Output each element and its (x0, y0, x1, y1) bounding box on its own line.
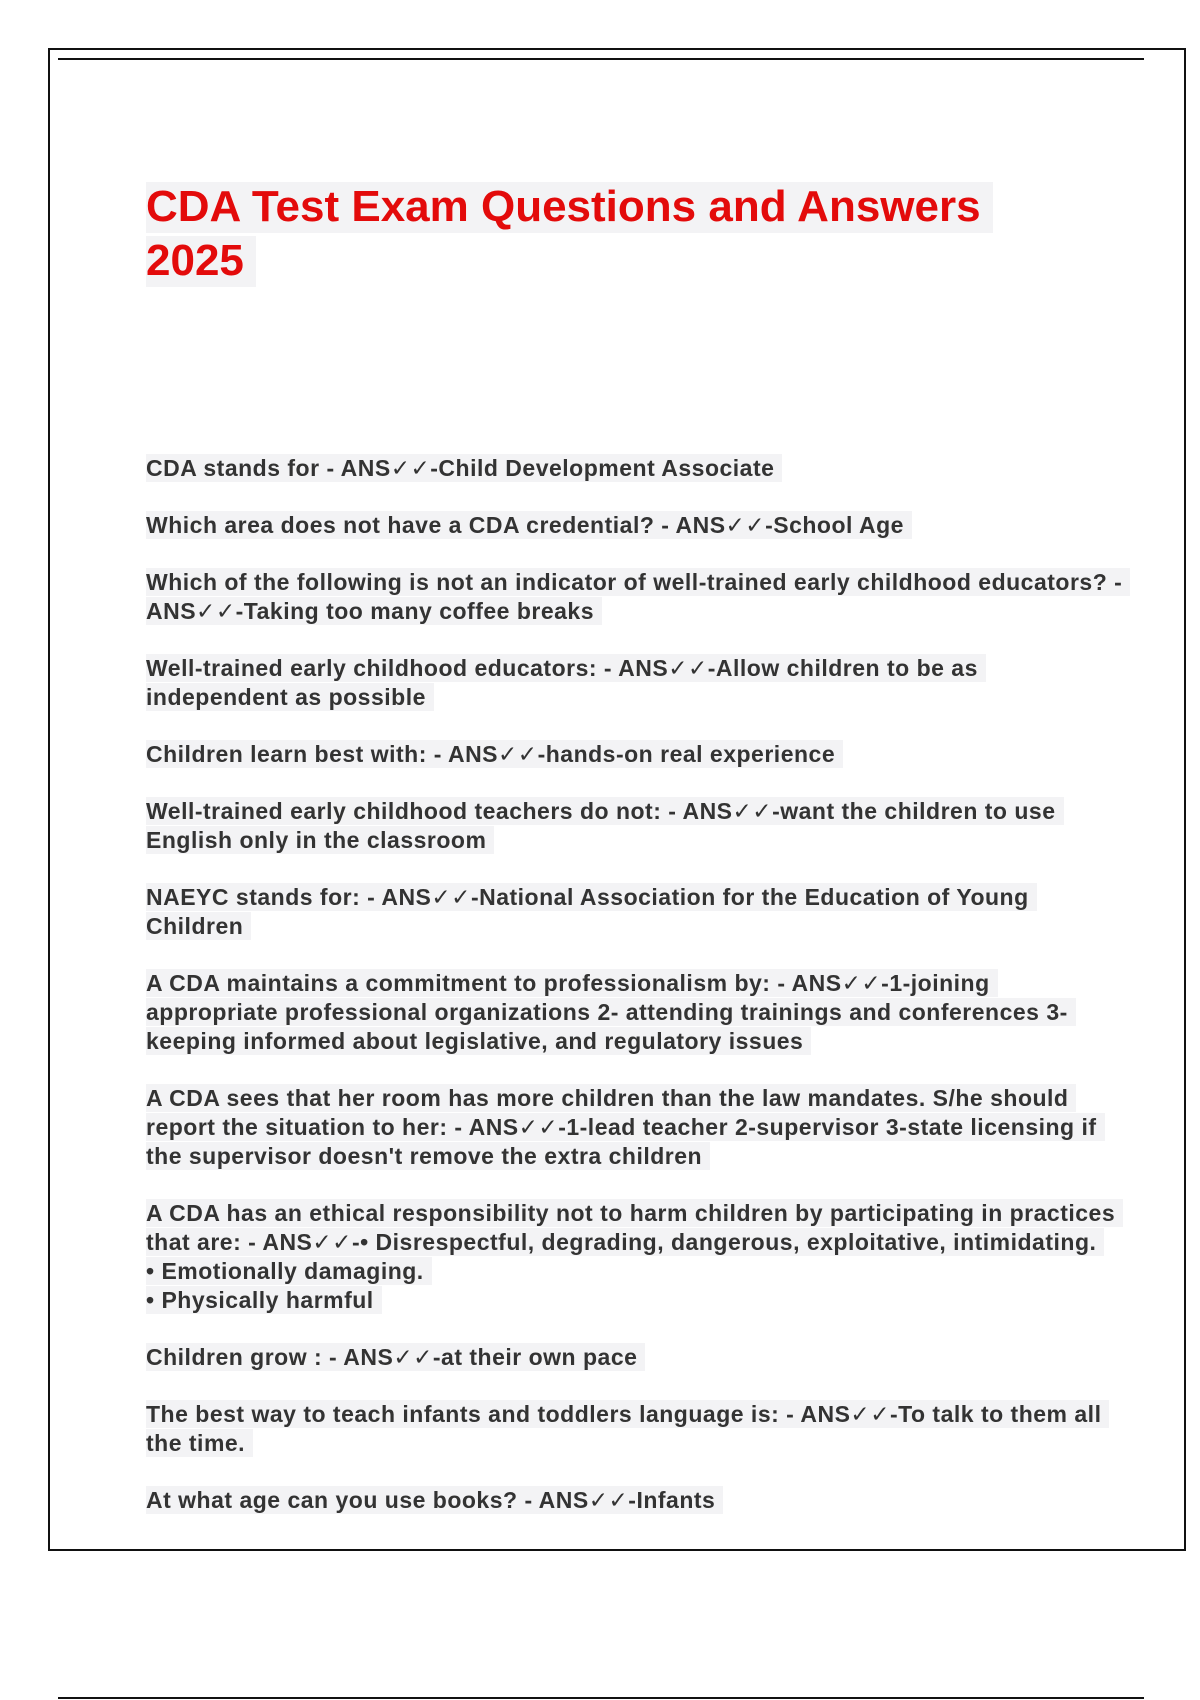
question-text: Children learn best with: (146, 741, 427, 767)
question-text: A CDA sees that her room has more children than the law mandates. S/he should report the situation to her: (146, 1085, 1069, 1140)
answer-text: Child Development Associate (438, 455, 775, 481)
answer-text: National Association for the Education of Young Children (146, 884, 1029, 939)
qa-item (146, 654, 1126, 712)
answer-marker: - ANS✓✓- (779, 1401, 899, 1427)
qa-item (146, 454, 1126, 483)
qa-item (146, 1084, 1126, 1171)
answer-marker: - ANS✓✓- (597, 655, 716, 681)
question-text: Children grow : (146, 1344, 323, 1370)
answer-marker: - ANS✓✓- (654, 512, 774, 538)
answer-marker: - ANS✓✓- (241, 1229, 361, 1255)
qa-highlight (146, 511, 912, 539)
qa-highlight (146, 1486, 723, 1514)
answer-text: To talk to them all the time. (146, 1401, 1102, 1456)
answer-text: hands-on real experience (545, 741, 836, 767)
qa-highlight (146, 1343, 645, 1371)
qa-item (146, 511, 1126, 540)
question-text: Well-trained early childhood teachers do not: (146, 798, 662, 824)
qa-highlight (146, 1400, 1109, 1457)
qa-item (146, 797, 1126, 855)
title-line-2: 2025 (146, 236, 256, 287)
qa-highlight (146, 883, 1037, 940)
qa-item (146, 1400, 1126, 1458)
answer-marker: - ANS✓✓- (319, 455, 439, 481)
question-text: Which of the following is not an indicator of well-trained early childhood educators? (146, 569, 1108, 595)
qa-item (146, 1486, 1126, 1515)
answer-bullet-text: • Emotionally damaging. (146, 1257, 432, 1285)
answer-marker: - ANS✓✓- (661, 798, 781, 824)
question-text: Well-trained early childhood educators: (146, 655, 598, 681)
qa-highlight (146, 740, 843, 768)
document-title (146, 180, 1086, 288)
answer-text: want the children to use English only in the classroom (146, 798, 1056, 853)
answer-text: 1-joining appropriate professional organizations 2- attending trainings and conferences 3-keeping informed about legislative, and regulatory issues (146, 970, 1068, 1054)
qa-item (146, 568, 1126, 626)
qa-list (146, 454, 1126, 1543)
answer-marker: - ANS✓✓- (426, 741, 546, 767)
question-text: NAEYC stands for: (146, 884, 361, 910)
qa-item (146, 969, 1126, 1056)
qa-highlight (146, 1084, 1105, 1170)
question-text: Which area does not have a CDA credential? (146, 512, 655, 538)
top-rule (58, 58, 1144, 60)
question-text: CDA stands for (146, 455, 320, 481)
bottom-rule (58, 1697, 1144, 1699)
qa-item (146, 740, 1126, 769)
qa-highlight (146, 654, 986, 711)
qa-item (146, 883, 1126, 941)
answer-bullet (146, 1286, 1126, 1315)
question-text: A CDA maintains a commitment to professionalism by: (146, 970, 771, 996)
answer-marker: - ANS✓✓- (146, 569, 1123, 624)
qa-item (146, 1199, 1126, 1315)
qa-highlight (146, 454, 782, 482)
qa-highlight (146, 797, 1064, 854)
answer-text: Allow children to be as independent as possible (146, 655, 978, 710)
qa-highlight (146, 1199, 1123, 1256)
answer-bullet-text: • Physically harmful (146, 1286, 382, 1314)
answer-bullet-list (146, 1257, 1126, 1315)
answer-text: Taking too many coffee breaks (243, 598, 594, 624)
answer-text: School Age (773, 512, 904, 538)
answer-text: • Disrespectful, degrading, dangerous, exploitative, intimidating. (360, 1229, 1097, 1255)
answer-marker: - ANS✓✓- (322, 1344, 442, 1370)
qa-item (146, 1343, 1126, 1372)
question-text: A CDA has an ethical responsibility not to harm children by participating in practices that are: (146, 1200, 1116, 1255)
answer-text: 1-lead teacher 2-supervisor 3-state licensing if the supervisor doesn't remove the extra children (146, 1114, 1097, 1169)
answer-bullet (146, 1257, 1126, 1286)
qa-highlight (146, 969, 1076, 1055)
answer-marker: - ANS✓✓- (770, 970, 890, 996)
answer-marker: - ANS✓✓- (360, 884, 480, 910)
qa-highlight (146, 568, 1130, 625)
answer-text: at their own pace (441, 1344, 638, 1370)
answer-marker: - ANS✓✓- (517, 1487, 637, 1513)
page-frame (48, 48, 1186, 1551)
question-text: The best way to teach infants and toddlers language is: (146, 1401, 780, 1427)
answer-marker: - ANS✓✓- (447, 1114, 567, 1140)
answer-text: Infants (636, 1487, 716, 1513)
question-text: At what age can you use books? (146, 1487, 518, 1513)
title-line-1: CDA Test Exam Questions and Answers (146, 182, 993, 233)
